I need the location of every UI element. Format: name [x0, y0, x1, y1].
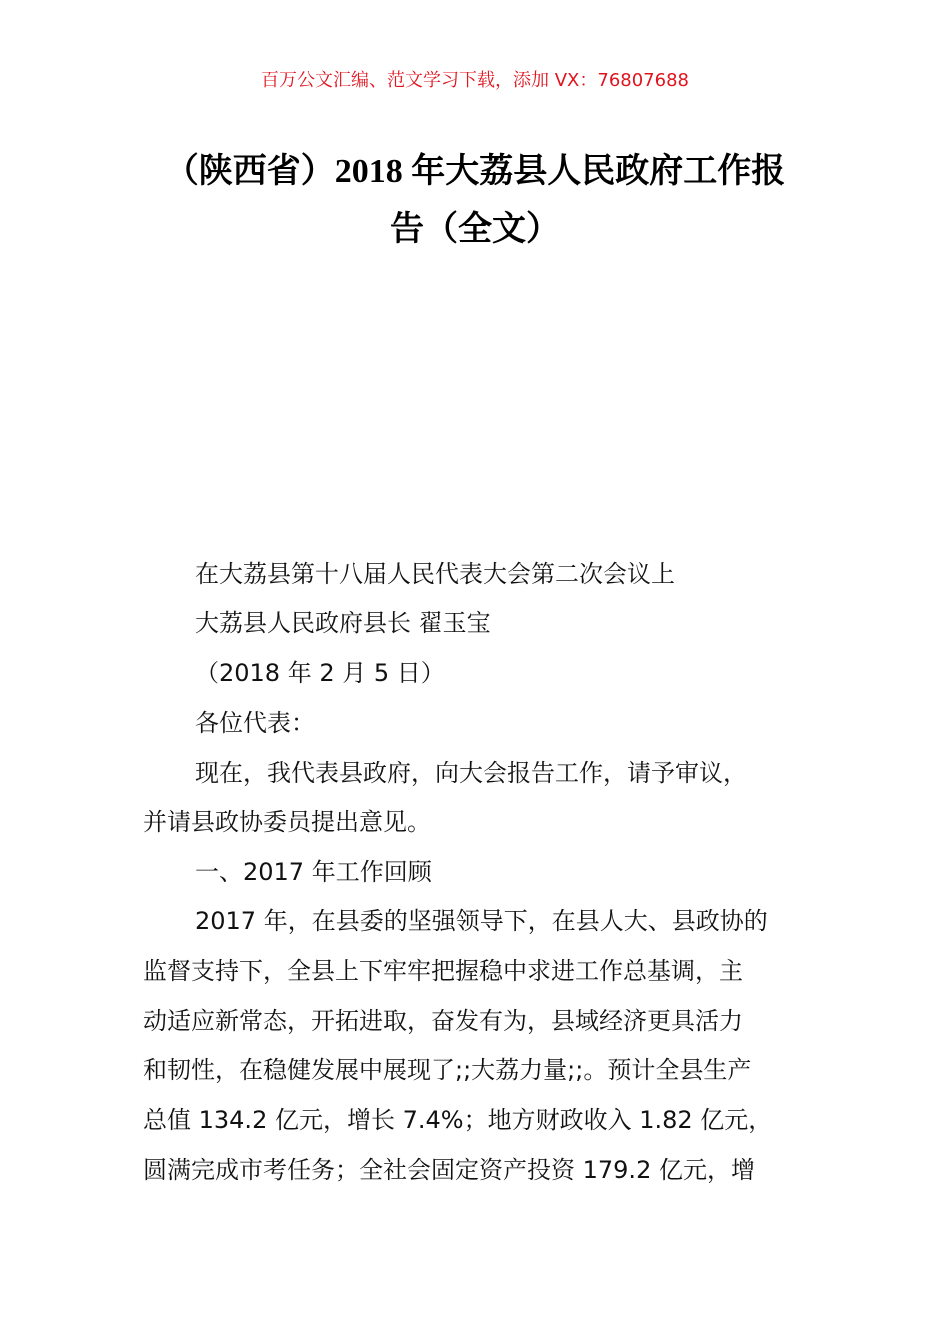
paragraph-line: 监督支持下，全县上下牢牢把握稳中求进工作总基调，主	[143, 957, 743, 985]
paragraph-line: 和韧性，在稳健发展中展现了;;大荔力量;;。预计全县生产	[143, 1056, 752, 1084]
paragraph-line: 总值 134.2 亿元，增长 7.4%；地方财政收入 1.82 亿元，	[143, 1106, 773, 1134]
paragraph-line: 动适应新常态，开拓进取，奋发有为，县域经济更具活力	[143, 1007, 743, 1035]
paragraph-line: 并请县政协委员提出意见。	[143, 808, 431, 836]
paragraph-line: 圆满完成市考任务；全社会固定资产投资 179.2 亿元，增	[143, 1156, 755, 1184]
section-heading: 一、2017 年工作回顾	[195, 858, 432, 886]
document-title	[130, 143, 820, 259]
speaker-line: 大荔县人民政府县长 翟玉宝	[195, 609, 491, 637]
title-line-2: 告（全文）	[390, 211, 560, 248]
title-line-1: （陕西省）2018 年大荔县人民政府工作报	[164, 153, 786, 190]
salutation: 各位代表：	[195, 709, 315, 737]
date-line: （2018 年 2 月 5 日）	[195, 659, 445, 687]
paragraph-line: 2017 年，在县委的坚强领导下，在县人大、县政协的	[195, 907, 768, 935]
header-watermark-note: 百万公文汇编、范文学习下载，添加 VX：76807688	[261, 70, 689, 91]
paragraph-line: 现在，我代表县政府，向大会报告工作，请予审议，	[195, 759, 747, 787]
meeting-line: 在大荔县第十八届人民代表大会第二次会议上	[195, 560, 675, 588]
